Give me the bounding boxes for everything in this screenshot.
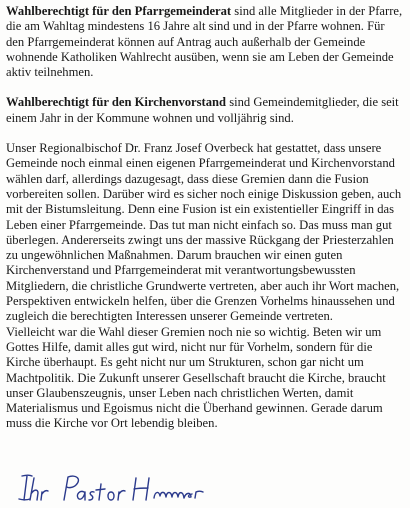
paragraph-gap: [6, 126, 404, 141]
paragraph-bishop-fusion: Unser Regionalbischof Dr. Franz Josef Overbeck hat gestattet, dass unsere Gemeinde noch einmal einen eigenen Pfarrgemeinderat und Kirchenvorstand wählen darf, allerdings dazugesagt, dass diese Gremien dann die Fusion vorbereiten sollen. Darüber wird es sicher noch einige Diskussion geben, auch mit der Bistumsleitung. Denn eine Fusion ist ein existentieller Eingriff in das Leben einer Pfarrgemeinde. Das tut man nicht einfach so. Das muss man gut überlegen. Andererseits zwingt uns der massive Rückgang der Priesterzahlen zu ungewöhnlichen Maßnahmen. Darum brauchen wir einen guten Kirchenverstand und Pfarrgemeinderat mit verantwortungsbewussten Mitgliedern, die christliche Grundwerte vertreten, aber auch ihr Wort machen, Perspektiven entwickeln helfen, über die Grenzen Vorhelms hinaussehen und zugleich die berechtigten Interessen unserer Gemeinde vertreten.: [6, 141, 402, 324]
handwritten-signature: [12, 470, 242, 510]
document-body: [6, 4, 404, 432]
paragraph-gap: [6, 80, 404, 95]
paragraph-prayer-future: Vielleicht war die Wahl dieser Gremien noch nie so wichtig. Beten wir um Gottes Hilfe, damit alles gut wird, nicht nur für Vorhelm, sondern für die Kirche überhaupt. Es geht nicht nur um Strukturen, schon gar nicht um Machtpolitik. Die Zukunft unserer Gesellschaft braucht die Kirche, braucht unser Glaubenszeugnis, unser Leben nach christlichen Werten, damit Materialismus und Egoismus nicht die Überhand gewinnen. Gerade darum muss die Kirche vor Ort lebendig bleiben.: [6, 324, 386, 431]
eligibility-parish-council-heading: Wahlberechtigt für den Pfarrgemeinderat: [6, 4, 232, 18]
eligibility-parish-council-text: sind alle Mitglieder in der Pfarre, die am Wahltag mindestens 16 Jahre alt sind und in der Pfarre wohnen. Für den Pfarrgemeinderat können auf Antrag auch außerhalb der Gemeinde wohnende Katholiken Wahlrecht ausüben, wenn sie am Leben der Gemeinde aktiv teilnehmen.: [6, 4, 403, 80]
eligibility-church-board-heading: Wahlberechtigt für den Kirchenvorstand: [6, 95, 227, 110]
paragraph-eligibility-parish-council: [6, 4, 404, 80]
eligibility-church-board-text: sind Gemeindemitglieder, die seit einem Jahr in der Kommune wohnen und volljährig sind.: [6, 95, 399, 125]
paragraph-eligibility-church-board: [6, 95, 404, 126]
